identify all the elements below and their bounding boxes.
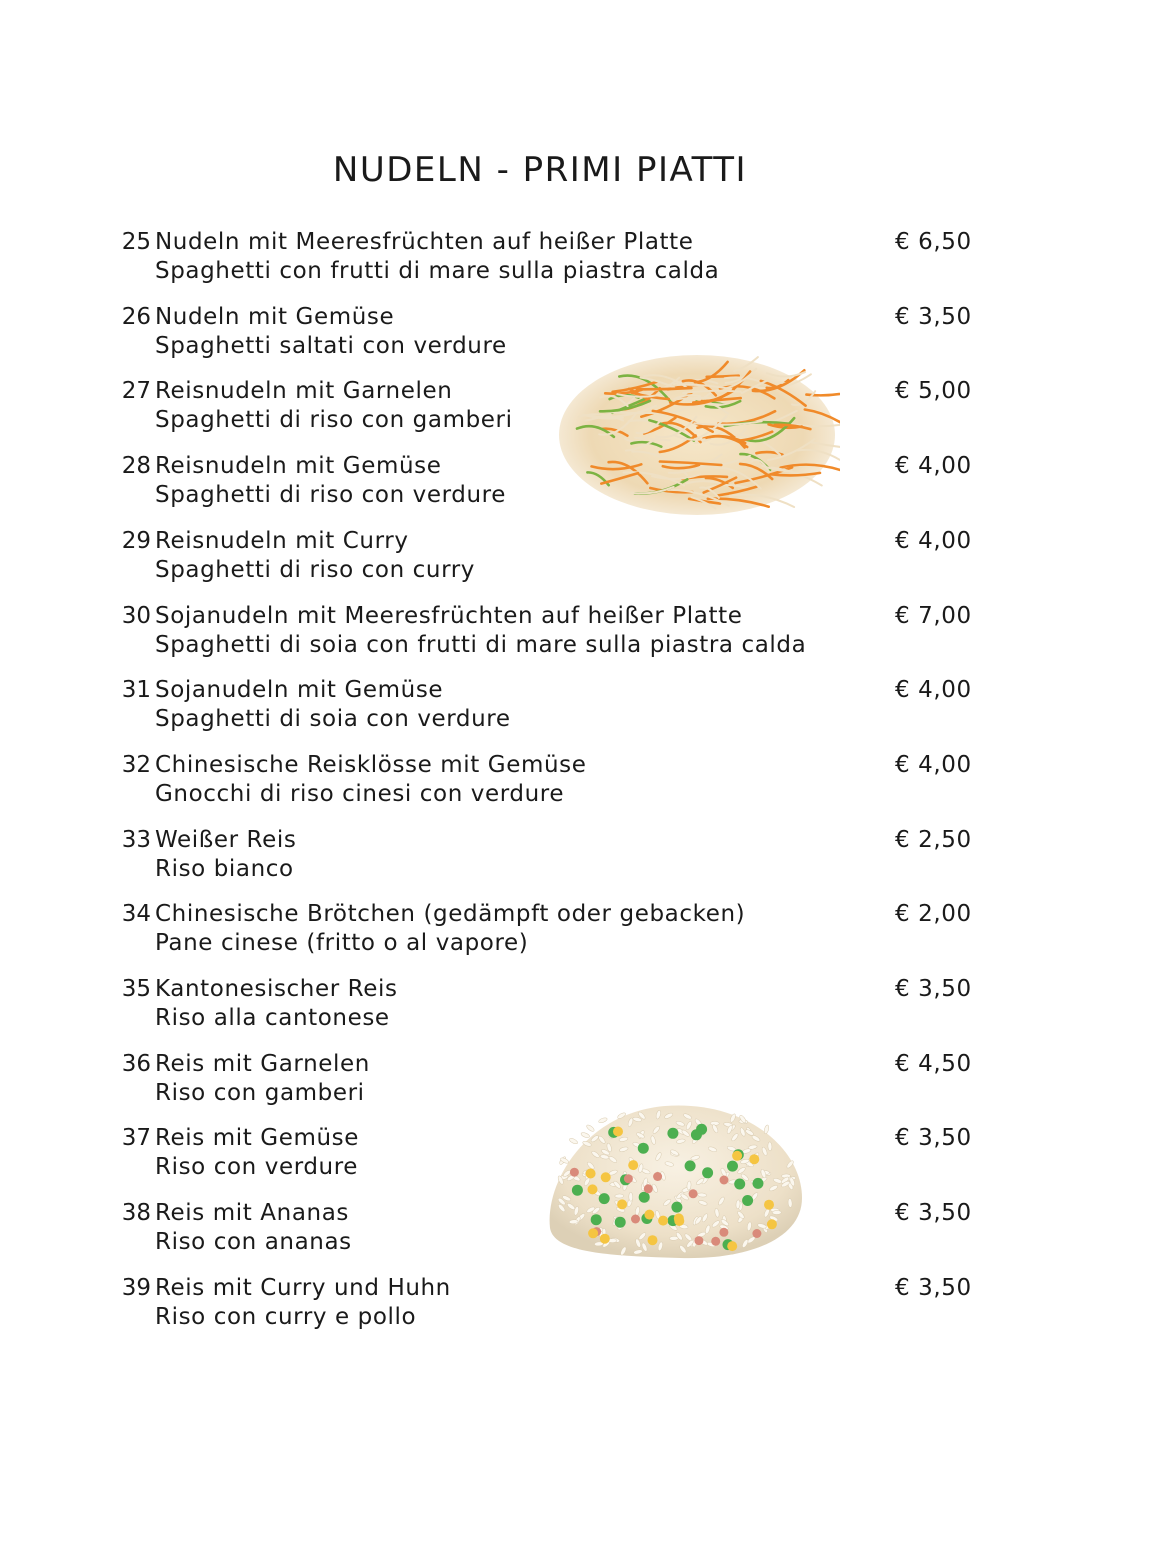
item-name-italian: Riso con verdure <box>155 1154 359 1181</box>
item-name-italian: Spaghetti di riso con verdure <box>155 482 506 509</box>
menu-item <box>115 676 985 740</box>
item-name-german: Reisnudeln mit Curry <box>155 527 409 554</box>
item-name-italian: Spaghetti di soia con frutti di mare sulla piastra calda <box>155 631 807 658</box>
fried-rice-icon <box>540 1088 810 1263</box>
item-number: 37 <box>121 1125 151 1152</box>
page-title: NUDELN - PRIMI PIATTI <box>332 150 748 190</box>
item-number: 35 <box>121 976 151 1002</box>
item-name-italian: Spaghetti di soia con verdure <box>155 706 511 733</box>
item-name-german: Reis mit Garnelen <box>155 1050 370 1077</box>
item-name-german: Reisnudeln mit Garnelen <box>155 378 453 405</box>
item-number: 32 <box>121 751 151 778</box>
item-name-italian: Spaghetti con frutti di mare sulla piastra calda <box>155 258 720 284</box>
item-number: 31 <box>121 677 151 704</box>
item-name-german: Nudeln mit Gemüse <box>155 303 395 330</box>
item-price: € 4,00 <box>895 677 972 704</box>
menu-item <box>115 452 985 516</box>
menu-item <box>115 377 985 441</box>
item-name-italian: Spaghetti di riso con curry <box>155 556 476 583</box>
item-price: € 4,00 <box>895 453 972 480</box>
noodles-icon <box>555 340 840 525</box>
item-price: € 7,00 <box>895 602 972 629</box>
menu-item <box>115 826 985 890</box>
item-name-german: Sojanudeln mit Gemüse <box>155 677 444 704</box>
item-price: € 2,50 <box>895 826 972 853</box>
item-price: € 4,00 <box>895 751 972 778</box>
item-number: 27 <box>121 378 151 405</box>
item-name-german: Nudeln mit Meeresfrüchten auf heißer Platte <box>155 229 694 255</box>
menu-item <box>115 751 985 815</box>
item-name-italian: Riso con ananas <box>155 1229 352 1256</box>
item-name-german: Reisnudeln mit Gemüse <box>155 453 442 480</box>
item-name-german: Kantonesischer Reis <box>155 976 398 1002</box>
item-name-german: Chinesische Reisklösse mit Gemüse <box>155 751 587 778</box>
item-name-italian: Riso con curry e pollo <box>155 1303 417 1330</box>
item-name-german: Chinesische Brötchen (gedämpft oder gebacken) <box>155 901 746 928</box>
item-price: € 3,50 <box>895 1125 972 1152</box>
menu-item <box>115 303 985 367</box>
item-number: 28 <box>121 453 151 480</box>
menu-item <box>115 602 985 666</box>
item-name-italian: Riso con gamberi <box>155 1079 365 1106</box>
item-name-italian: Gnocchi di riso cinesi con verdure <box>155 780 565 807</box>
item-number: 29 <box>121 527 151 554</box>
item-name-german: Sojanudeln mit Meeresfrüchten auf heißer Platte <box>155 602 743 629</box>
item-price: € 3,50 <box>895 1200 972 1227</box>
item-number: 39 <box>121 1274 151 1301</box>
item-number: 26 <box>121 303 151 330</box>
item-name-italian: Spaghetti di riso con gamberi <box>155 407 513 434</box>
item-price: € 5,00 <box>895 378 972 405</box>
menu-item <box>115 900 985 964</box>
menu-item <box>115 1274 985 1338</box>
item-name-italian: Riso bianco <box>155 855 294 882</box>
item-number: 34 <box>121 901 151 928</box>
item-price: € 4,00 <box>895 527 972 554</box>
item-number: 30 <box>121 602 151 629</box>
item-number: 38 <box>121 1200 151 1227</box>
item-number: 36 <box>121 1050 151 1077</box>
item-name-italian: Spaghetti saltati con verdure <box>155 332 507 359</box>
item-number: 33 <box>121 826 151 853</box>
menu-item <box>115 228 985 292</box>
menu-item <box>115 527 985 591</box>
item-price: € 4,50 <box>895 1050 972 1077</box>
item-name-italian: Pane cinese (fritto o al vapore) <box>155 930 529 957</box>
item-name-german: Reis mit Ananas <box>155 1200 349 1227</box>
item-price: € 3,50 <box>895 1274 972 1301</box>
item-price: € 6,50 <box>895 229 972 255</box>
item-name-german: Weißer Reis <box>155 826 297 853</box>
item-name-italian: Riso alla cantonese <box>155 1005 390 1031</box>
item-price: € 2,00 <box>895 901 972 928</box>
item-price: € 3,50 <box>895 976 972 1002</box>
item-name-german: Reis mit Curry und Huhn <box>155 1274 451 1301</box>
menu-item <box>115 975 985 1039</box>
item-number: 25 <box>121 229 151 255</box>
item-name-german: Reis mit Gemüse <box>155 1125 359 1152</box>
item-price: € 3,50 <box>895 303 972 330</box>
